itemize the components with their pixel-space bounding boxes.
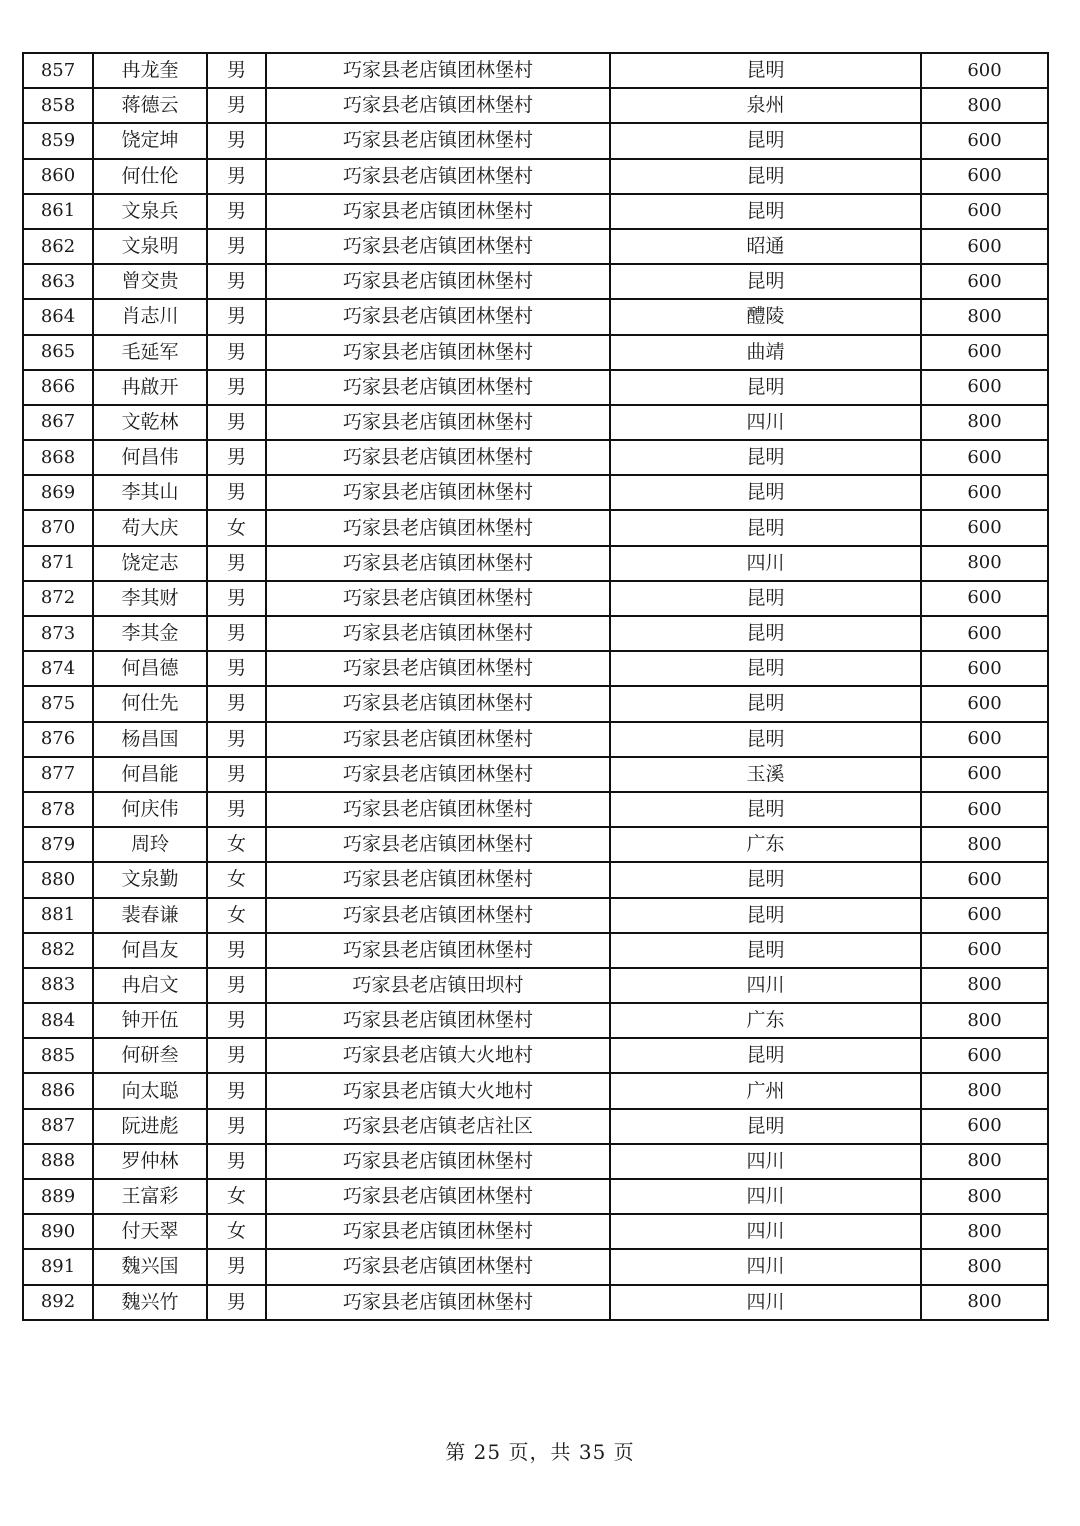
cell-serial-no: 879 bbox=[23, 827, 93, 862]
cell-work-location: 昆明 bbox=[610, 510, 921, 545]
cell-work-location: 四川 bbox=[610, 1144, 921, 1179]
table-row bbox=[23, 299, 1048, 334]
cell-amount: 600 bbox=[921, 651, 1048, 686]
cell-address: 巧家县老店镇团林堡村 bbox=[266, 335, 610, 370]
cell-gender: 男 bbox=[207, 53, 266, 88]
cell-serial-no: 875 bbox=[23, 686, 93, 721]
table-row bbox=[23, 264, 1048, 299]
cell-amount: 600 bbox=[921, 722, 1048, 757]
cell-serial-no: 864 bbox=[23, 299, 93, 334]
cell-work-location: 四川 bbox=[610, 1249, 921, 1284]
cell-name: 饶定坤 bbox=[93, 123, 207, 158]
cell-amount: 600 bbox=[921, 123, 1048, 158]
cell-address: 巧家县老店镇团林堡村 bbox=[266, 933, 610, 968]
cell-gender: 男 bbox=[207, 968, 266, 1003]
table-row bbox=[23, 722, 1048, 757]
cell-amount: 800 bbox=[921, 968, 1048, 1003]
cell-serial-no: 863 bbox=[23, 264, 93, 299]
table-row bbox=[23, 1038, 1048, 1073]
cell-address: 巧家县老店镇团林堡村 bbox=[266, 862, 610, 897]
cell-gender: 男 bbox=[207, 1285, 266, 1320]
cell-amount: 600 bbox=[921, 581, 1048, 616]
cell-serial-no: 892 bbox=[23, 1285, 93, 1320]
cell-address: 巧家县老店镇团林堡村 bbox=[266, 264, 610, 299]
cell-work-location: 广东 bbox=[610, 1003, 921, 1038]
cell-amount: 800 bbox=[921, 1214, 1048, 1249]
cell-address: 巧家县老店镇团林堡村 bbox=[266, 1003, 610, 1038]
cell-address: 巧家县老店镇团林堡村 bbox=[266, 651, 610, 686]
cell-serial-no: 876 bbox=[23, 722, 93, 757]
cell-name: 钟开伍 bbox=[93, 1003, 207, 1038]
cell-work-location: 四川 bbox=[610, 546, 921, 581]
cell-name: 魏兴竹 bbox=[93, 1285, 207, 1320]
cell-address: 巧家县老店镇团林堡村 bbox=[266, 229, 610, 264]
cell-gender: 男 bbox=[207, 1109, 266, 1144]
cell-work-location: 昆明 bbox=[610, 933, 921, 968]
cell-amount: 600 bbox=[921, 370, 1048, 405]
cell-name: 李其金 bbox=[93, 616, 207, 651]
cell-gender: 男 bbox=[207, 792, 266, 827]
cell-serial-no: 871 bbox=[23, 546, 93, 581]
cell-gender: 女 bbox=[207, 1214, 266, 1249]
cell-name: 王富彩 bbox=[93, 1179, 207, 1214]
cell-serial-no: 888 bbox=[23, 1144, 93, 1179]
table-row bbox=[23, 335, 1048, 370]
cell-address: 巧家县老店镇团林堡村 bbox=[266, 1285, 610, 1320]
cell-serial-no: 870 bbox=[23, 510, 93, 545]
cell-name: 阮进彪 bbox=[93, 1109, 207, 1144]
cell-address: 巧家县老店镇团林堡村 bbox=[266, 510, 610, 545]
cell-gender: 男 bbox=[207, 88, 266, 123]
cell-serial-no: 886 bbox=[23, 1073, 93, 1108]
cell-serial-no: 860 bbox=[23, 159, 93, 194]
cell-serial-no: 887 bbox=[23, 1109, 93, 1144]
table-row bbox=[23, 546, 1048, 581]
table-row bbox=[23, 1214, 1048, 1249]
cell-name: 蒋德云 bbox=[93, 88, 207, 123]
cell-amount: 600 bbox=[921, 264, 1048, 299]
cell-gender: 男 bbox=[207, 546, 266, 581]
cell-address: 巧家县老店镇团林堡村 bbox=[266, 475, 610, 510]
cell-gender: 男 bbox=[207, 616, 266, 651]
table-row bbox=[23, 1073, 1048, 1108]
cell-serial-no: 869 bbox=[23, 475, 93, 510]
cell-name: 文泉勤 bbox=[93, 862, 207, 897]
cell-serial-no: 868 bbox=[23, 440, 93, 475]
cell-amount: 800 bbox=[921, 546, 1048, 581]
cell-gender: 男 bbox=[207, 229, 266, 264]
cell-name: 何仕伦 bbox=[93, 159, 207, 194]
cell-amount: 600 bbox=[921, 53, 1048, 88]
table-row bbox=[23, 370, 1048, 405]
cell-serial-no: 883 bbox=[23, 968, 93, 1003]
table-row bbox=[23, 1179, 1048, 1214]
page-number-footer: 第 25 页，共 35 页 bbox=[445, 1440, 635, 1464]
cell-serial-no: 862 bbox=[23, 229, 93, 264]
cell-serial-no: 859 bbox=[23, 123, 93, 158]
cell-name: 罗仲林 bbox=[93, 1144, 207, 1179]
cell-amount: 600 bbox=[921, 1038, 1048, 1073]
table-row bbox=[23, 229, 1048, 264]
cell-address: 巧家县老店镇团林堡村 bbox=[266, 616, 610, 651]
cell-name: 付天翠 bbox=[93, 1214, 207, 1249]
cell-name: 何昌德 bbox=[93, 651, 207, 686]
table-row bbox=[23, 792, 1048, 827]
table-row bbox=[23, 862, 1048, 897]
cell-serial-no: 861 bbox=[23, 194, 93, 229]
cell-gender: 男 bbox=[207, 686, 266, 721]
cell-address: 巧家县老店镇团林堡村 bbox=[266, 792, 610, 827]
cell-address: 巧家县老店镇团林堡村 bbox=[266, 722, 610, 757]
cell-address: 巧家县老店镇大火地村 bbox=[266, 1073, 610, 1108]
cell-serial-no: 857 bbox=[23, 53, 93, 88]
cell-serial-no: 889 bbox=[23, 1179, 93, 1214]
cell-address: 巧家县老店镇团林堡村 bbox=[266, 827, 610, 862]
cell-name: 饶定志 bbox=[93, 546, 207, 581]
cell-amount: 600 bbox=[921, 792, 1048, 827]
cell-work-location: 广州 bbox=[610, 1073, 921, 1108]
cell-gender: 男 bbox=[207, 1003, 266, 1038]
cell-work-location: 昆明 bbox=[610, 123, 921, 158]
cell-amount: 800 bbox=[921, 1285, 1048, 1320]
cell-name: 杨昌国 bbox=[93, 722, 207, 757]
cell-serial-no: 884 bbox=[23, 1003, 93, 1038]
cell-gender: 男 bbox=[207, 1144, 266, 1179]
cell-gender: 男 bbox=[207, 933, 266, 968]
cell-serial-no: 877 bbox=[23, 757, 93, 792]
cell-work-location: 昆明 bbox=[610, 1038, 921, 1073]
cell-gender: 女 bbox=[207, 1179, 266, 1214]
cell-name: 冉启文 bbox=[93, 968, 207, 1003]
cell-gender: 女 bbox=[207, 862, 266, 897]
cell-amount: 600 bbox=[921, 335, 1048, 370]
cell-gender: 男 bbox=[207, 159, 266, 194]
cell-name: 周玲 bbox=[93, 827, 207, 862]
cell-serial-no: 874 bbox=[23, 651, 93, 686]
table-row bbox=[23, 53, 1048, 88]
cell-name: 冉龙奎 bbox=[93, 53, 207, 88]
table-row bbox=[23, 757, 1048, 792]
table-row bbox=[23, 1109, 1048, 1144]
cell-work-location: 昆明 bbox=[610, 722, 921, 757]
cell-work-location: 醴陵 bbox=[610, 299, 921, 334]
cell-serial-no: 878 bbox=[23, 792, 93, 827]
cell-address: 巧家县老店镇团林堡村 bbox=[266, 757, 610, 792]
cell-work-location: 昆明 bbox=[610, 581, 921, 616]
cell-serial-no: 885 bbox=[23, 1038, 93, 1073]
cell-work-location: 玉溪 bbox=[610, 757, 921, 792]
cell-work-location: 昆明 bbox=[610, 616, 921, 651]
cell-serial-no: 858 bbox=[23, 88, 93, 123]
cell-name: 向太聪 bbox=[93, 1073, 207, 1108]
table-row bbox=[23, 1144, 1048, 1179]
table-row bbox=[23, 510, 1048, 545]
cell-address: 巧家县老店镇团林堡村 bbox=[266, 159, 610, 194]
cell-name: 文泉明 bbox=[93, 229, 207, 264]
cell-name: 何研叁 bbox=[93, 1038, 207, 1073]
cell-work-location: 四川 bbox=[610, 1214, 921, 1249]
table-row bbox=[23, 827, 1048, 862]
cell-amount: 600 bbox=[921, 1109, 1048, 1144]
cell-serial-no: 880 bbox=[23, 862, 93, 897]
cell-address: 巧家县老店镇团林堡村 bbox=[266, 370, 610, 405]
cell-amount: 600 bbox=[921, 898, 1048, 933]
cell-name: 文泉兵 bbox=[93, 194, 207, 229]
cell-amount: 800 bbox=[921, 1144, 1048, 1179]
cell-amount: 800 bbox=[921, 405, 1048, 440]
cell-work-location: 昆明 bbox=[610, 792, 921, 827]
cell-name: 肖志川 bbox=[93, 299, 207, 334]
cell-gender: 男 bbox=[207, 405, 266, 440]
cell-work-location: 昆明 bbox=[610, 370, 921, 405]
cell-gender: 男 bbox=[207, 581, 266, 616]
cell-address: 巧家县老店镇团林堡村 bbox=[266, 686, 610, 721]
cell-address: 巧家县老店镇团林堡村 bbox=[266, 88, 610, 123]
cell-amount: 600 bbox=[921, 440, 1048, 475]
cell-amount: 600 bbox=[921, 510, 1048, 545]
cell-name: 何仕先 bbox=[93, 686, 207, 721]
cell-work-location: 昆明 bbox=[610, 159, 921, 194]
cell-amount: 600 bbox=[921, 159, 1048, 194]
cell-address: 巧家县老店镇老店社区 bbox=[266, 1109, 610, 1144]
cell-gender: 男 bbox=[207, 651, 266, 686]
cell-work-location: 四川 bbox=[610, 1179, 921, 1214]
cell-name: 苟大庆 bbox=[93, 510, 207, 545]
cell-name: 毛延军 bbox=[93, 335, 207, 370]
cell-work-location: 泉州 bbox=[610, 88, 921, 123]
cell-work-location: 昆明 bbox=[610, 862, 921, 897]
cell-name: 文乾林 bbox=[93, 405, 207, 440]
cell-gender: 男 bbox=[207, 1249, 266, 1284]
cell-gender: 女 bbox=[207, 827, 266, 862]
table-row bbox=[23, 1249, 1048, 1284]
cell-gender: 男 bbox=[207, 475, 266, 510]
cell-address: 巧家县老店镇团林堡村 bbox=[266, 299, 610, 334]
cell-gender: 男 bbox=[207, 722, 266, 757]
cell-address: 巧家县老店镇团林堡村 bbox=[266, 1144, 610, 1179]
cell-amount: 600 bbox=[921, 475, 1048, 510]
cell-gender: 男 bbox=[207, 299, 266, 334]
cell-amount: 600 bbox=[921, 862, 1048, 897]
cell-name: 何昌友 bbox=[93, 933, 207, 968]
cell-work-location: 广东 bbox=[610, 827, 921, 862]
table-row bbox=[23, 405, 1048, 440]
cell-gender: 男 bbox=[207, 264, 266, 299]
cell-address: 巧家县老店镇团林堡村 bbox=[266, 898, 610, 933]
cell-serial-no: 873 bbox=[23, 616, 93, 651]
cell-work-location: 四川 bbox=[610, 1285, 921, 1320]
cell-address: 巧家县老店镇团林堡村 bbox=[266, 1214, 610, 1249]
cell-address: 巧家县老店镇团林堡村 bbox=[266, 1179, 610, 1214]
cell-address: 巧家县老店镇团林堡村 bbox=[266, 405, 610, 440]
cell-amount: 800 bbox=[921, 1179, 1048, 1214]
cell-work-location: 昆明 bbox=[610, 264, 921, 299]
table-row bbox=[23, 159, 1048, 194]
cell-gender: 男 bbox=[207, 370, 266, 405]
cell-name: 李其山 bbox=[93, 475, 207, 510]
cell-serial-no: 872 bbox=[23, 581, 93, 616]
table-row bbox=[23, 968, 1048, 1003]
table-row bbox=[23, 686, 1048, 721]
cell-serial-no: 881 bbox=[23, 898, 93, 933]
cell-name: 冉啟开 bbox=[93, 370, 207, 405]
cell-work-location: 昆明 bbox=[610, 53, 921, 88]
cell-amount: 600 bbox=[921, 194, 1048, 229]
cell-amount: 800 bbox=[921, 1073, 1048, 1108]
table-row bbox=[23, 88, 1048, 123]
cell-name: 魏兴国 bbox=[93, 1249, 207, 1284]
cell-address: 巧家县老店镇团林堡村 bbox=[266, 440, 610, 475]
cell-amount: 600 bbox=[921, 229, 1048, 264]
cell-amount: 600 bbox=[921, 933, 1048, 968]
cell-address: 巧家县老店镇团林堡村 bbox=[266, 53, 610, 88]
table-row bbox=[23, 933, 1048, 968]
table-row bbox=[23, 1285, 1048, 1320]
data-table bbox=[22, 52, 1047, 1321]
cell-serial-no: 890 bbox=[23, 1214, 93, 1249]
table-row bbox=[23, 581, 1048, 616]
table-row bbox=[23, 616, 1048, 651]
cell-address: 巧家县老店镇团林堡村 bbox=[266, 194, 610, 229]
cell-serial-no: 891 bbox=[23, 1249, 93, 1284]
cell-address: 巧家县老店镇团林堡村 bbox=[266, 581, 610, 616]
table-row bbox=[23, 1003, 1048, 1038]
cell-address: 巧家县老店镇大火地村 bbox=[266, 1038, 610, 1073]
cell-gender: 女 bbox=[207, 510, 266, 545]
cell-work-location: 昆明 bbox=[610, 1109, 921, 1144]
cell-work-location: 曲靖 bbox=[610, 335, 921, 370]
cell-work-location: 昆明 bbox=[610, 194, 921, 229]
table-row bbox=[23, 651, 1048, 686]
cell-name: 何昌伟 bbox=[93, 440, 207, 475]
cell-amount: 800 bbox=[921, 1003, 1048, 1038]
cell-address: 巧家县老店镇团林堡村 bbox=[266, 123, 610, 158]
table-row bbox=[23, 123, 1048, 158]
cell-work-location: 昭通 bbox=[610, 229, 921, 264]
cell-name: 裴春谦 bbox=[93, 898, 207, 933]
cell-address: 巧家县老店镇田坝村 bbox=[266, 968, 610, 1003]
cell-amount: 600 bbox=[921, 757, 1048, 792]
cell-amount: 600 bbox=[921, 686, 1048, 721]
cell-gender: 男 bbox=[207, 757, 266, 792]
cell-amount: 800 bbox=[921, 1249, 1048, 1284]
cell-amount: 800 bbox=[921, 299, 1048, 334]
cell-gender: 男 bbox=[207, 123, 266, 158]
cell-amount: 600 bbox=[921, 616, 1048, 651]
cell-gender: 男 bbox=[207, 1038, 266, 1073]
cell-serial-no: 866 bbox=[23, 370, 93, 405]
cell-work-location: 昆明 bbox=[610, 440, 921, 475]
table-row bbox=[23, 898, 1048, 933]
cell-gender: 男 bbox=[207, 194, 266, 229]
table-body bbox=[23, 53, 1048, 1320]
cell-address: 巧家县老店镇团林堡村 bbox=[266, 546, 610, 581]
table-row bbox=[23, 440, 1048, 475]
cell-gender: 男 bbox=[207, 335, 266, 370]
cell-work-location: 四川 bbox=[610, 968, 921, 1003]
table-row bbox=[23, 475, 1048, 510]
cell-gender: 女 bbox=[207, 898, 266, 933]
cell-work-location: 昆明 bbox=[610, 686, 921, 721]
cell-work-location: 昆明 bbox=[610, 475, 921, 510]
table-row bbox=[23, 194, 1048, 229]
cell-name: 李其财 bbox=[93, 581, 207, 616]
cell-serial-no: 882 bbox=[23, 933, 93, 968]
cell-amount: 800 bbox=[921, 827, 1048, 862]
cell-address: 巧家县老店镇团林堡村 bbox=[266, 1249, 610, 1284]
cell-gender: 男 bbox=[207, 440, 266, 475]
cell-serial-no: 865 bbox=[23, 335, 93, 370]
cell-name: 何庆伟 bbox=[93, 792, 207, 827]
cell-serial-no: 867 bbox=[23, 405, 93, 440]
cell-work-location: 昆明 bbox=[610, 898, 921, 933]
cell-gender: 男 bbox=[207, 1073, 266, 1108]
cell-name: 何昌能 bbox=[93, 757, 207, 792]
cell-work-location: 昆明 bbox=[610, 651, 921, 686]
cell-work-location: 四川 bbox=[610, 405, 921, 440]
cell-name: 曾交贵 bbox=[93, 264, 207, 299]
cell-amount: 800 bbox=[921, 88, 1048, 123]
